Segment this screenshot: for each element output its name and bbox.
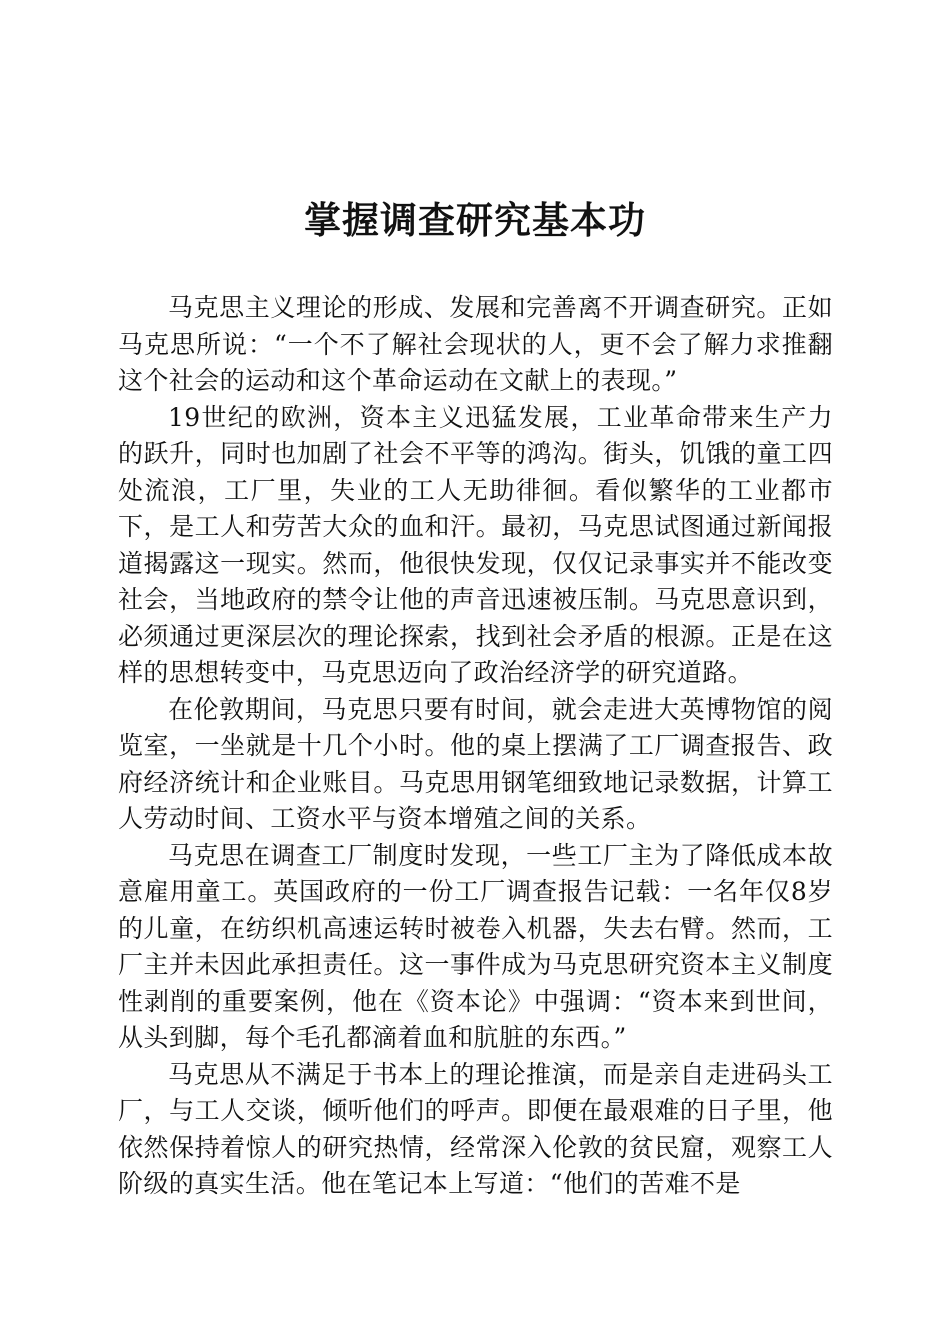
- paragraph-3: 在伦敦期间，马克思只要有时间，就会走进大英博物馆的阅览室，一坐就是十几个小时。他的桌上摆满了工厂调查报告、政府经济统计和企业账目。马克思用钢笔细致地记录数据，计算工人劳动时间、工资水平与资本增殖之间的关系。: [118, 694, 833, 833]
- paragraph-4: 马克思在调查工厂制度时发现，一些工厂主为了降低成本故意雇用童工。英国政府的一份工厂调查报告记载：一名年仅8岁的儿童，在纺织机高速运转时被卷入机器，失去右臂。然而，工厂主并未因此承担责任。这一事件成为马克思研究资本主义制度性剥削的重要案例，他在《资本论》中强调：“资本来到世间，从头到脚，每个毛孔都滴着血和肮脏的东西。”: [118, 840, 833, 1052]
- paragraph-2: 19世纪的欧洲，资本主义迅猛发展，工业革命带来生产力的跃升，同时也加剧了社会不平等的鸿沟。街头，饥饿的童工四处流浪，工厂里，失业的工人无助徘徊。看似繁华的工业都市下，是工人和劳苦大众的血和汗。最初，马克思试图通过新闻报道揭露这一现实。然而，他很快发现，仅仅记录事实并不能改变社会，当地政府的禁令让他的声音迅速被压制。马克思意识到，必须通过更深层次的理论探索，找到社会矛盾的根源。正是在这样的思想转变中，马克思迈向了政治经济学的研究道路。: [118, 402, 833, 687]
- paragraph-5: 马克思从不满足于书本上的理论推演，而是亲自走进码头工厂，与工人交谈，倾听他们的呼声。即便在最艰难的日子里，他依然保持着惊人的研究热情，经常深入伦敦的贫民窟，观察工人阶级的真实生活。他在笔记本上写道：“他们的苦难不是: [118, 1059, 833, 1198]
- document-title: 掌握调查研究基本功: [304, 198, 646, 242]
- document-body: [118, 290, 833, 1203]
- paragraph-1: 马克思主义理论的形成、发展和完善离不开调查研究。正如马克思所说：“一个不了解社会现状的人，更不会了解力求推翻这个社会的运动和这个革命运动在文献上的表现。”: [118, 293, 833, 395]
